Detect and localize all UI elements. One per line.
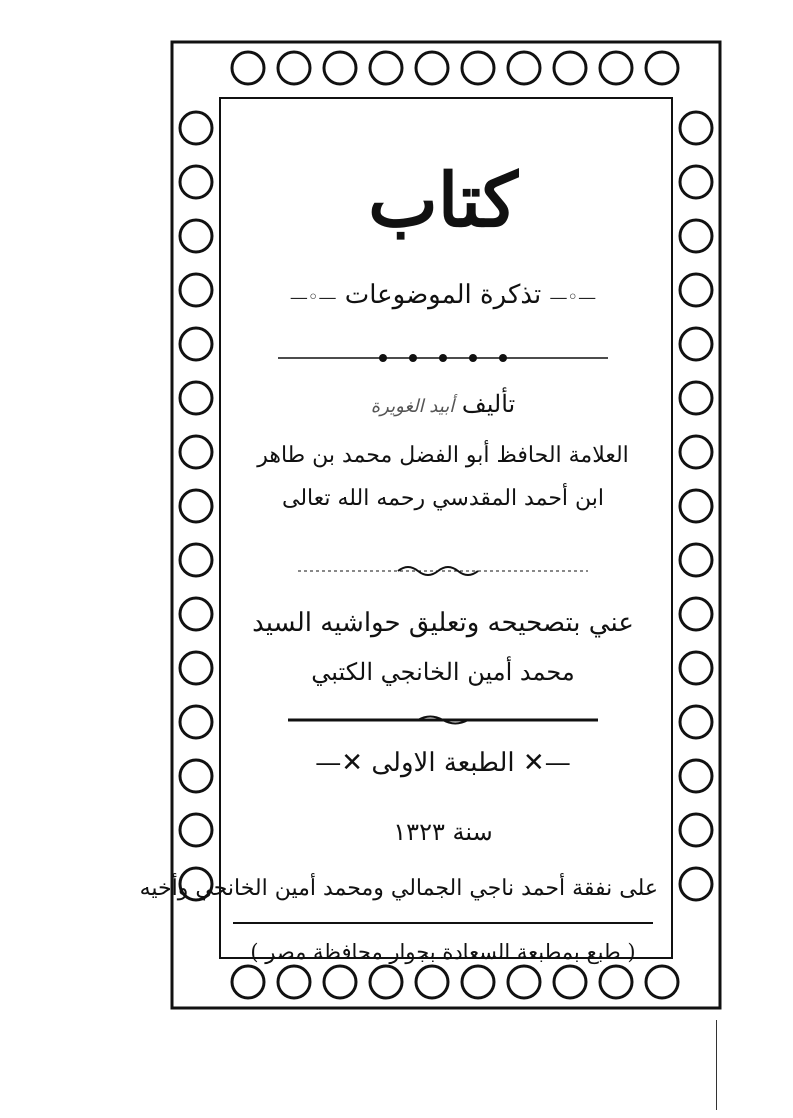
border-loop <box>680 706 712 738</box>
edition-dash-right: —✕ <box>514 748 571 778</box>
border-loop <box>462 52 494 84</box>
bar-divider <box>278 712 608 728</box>
edition-line <box>228 748 658 778</box>
border-loop <box>554 966 586 998</box>
border-loop <box>680 652 712 684</box>
border-loop <box>554 52 586 84</box>
edition-dash-left: ✕— <box>315 748 364 778</box>
editor-line-1: عني بتصحيحه وتعليق حواشيه السيد <box>252 608 634 638</box>
printer-line: ( طبع بمطبعة السعادة بجوار محافظة مصر ) <box>250 940 636 964</box>
border-loop <box>680 166 712 198</box>
author-line-1: العلامة الحافظ أبو الفضل محمد بن طاهر <box>257 443 629 468</box>
author-label-line <box>228 390 658 418</box>
border-loop <box>416 52 448 84</box>
border-loop <box>680 598 712 630</box>
subtitle-ornament-left: —◦— <box>289 287 337 308</box>
border-loop <box>180 112 212 144</box>
horizontal-rule <box>233 922 653 924</box>
publication-year: سنة ١٣٢٣ <box>393 818 493 846</box>
scan-artifact-line <box>716 1020 717 1110</box>
border-loop <box>646 966 678 998</box>
border-loop <box>680 112 712 144</box>
border-loop <box>370 966 402 998</box>
border-loop <box>680 814 712 846</box>
border-loop <box>278 52 310 84</box>
border-loop <box>508 966 540 998</box>
border-loop <box>232 52 264 84</box>
border-loop <box>180 436 212 468</box>
publisher-line: على نفقة أحمد ناجي الجمالي ومحمد أمين الخانجي وأخيه <box>139 876 658 901</box>
border-loop <box>416 966 448 998</box>
border-loop <box>680 490 712 522</box>
border-loop <box>680 220 712 252</box>
book-subtitle: تذكرة الموضوعات <box>344 280 542 310</box>
border-loop <box>180 652 212 684</box>
author-label: تأليف <box>461 390 516 418</box>
border-loop <box>508 52 540 84</box>
border-loop <box>180 706 212 738</box>
border-loop <box>600 966 632 998</box>
border-loop <box>180 328 212 360</box>
border-loop <box>180 598 212 630</box>
author-line-2: ابن أحمد المقدسي رحمه الله تعالى <box>281 486 605 511</box>
border-loop <box>278 966 310 998</box>
subtitle-ornament-right: —◦— <box>549 287 597 308</box>
floral-divider <box>278 563 608 579</box>
border-loop <box>180 220 212 252</box>
book-title: كتاب <box>368 158 518 244</box>
star-divider <box>278 350 608 366</box>
border-loop <box>180 382 212 414</box>
border-loop <box>324 966 356 998</box>
border-loop <box>680 760 712 792</box>
border-loop <box>680 382 712 414</box>
border-loop <box>680 274 712 306</box>
edition-text: الطبعة الاولى <box>371 748 515 778</box>
border-loop <box>680 328 712 360</box>
border-loop <box>324 52 356 84</box>
border-loop <box>680 544 712 576</box>
border-loop <box>680 436 712 468</box>
border-loop <box>180 274 212 306</box>
title-page-content <box>139 108 658 964</box>
ornament-divider-3 <box>278 712 608 728</box>
border-loop <box>232 966 264 998</box>
ornament-divider-1 <box>278 350 608 366</box>
ornament-divider-2 <box>278 563 608 579</box>
border-loop <box>462 966 494 998</box>
border-loop <box>180 544 212 576</box>
border-loop <box>180 490 212 522</box>
border-loop <box>646 52 678 84</box>
ornamental-frame <box>139 38 724 1012</box>
border-loop <box>180 760 212 792</box>
border-loop <box>180 814 212 846</box>
ownership-stamp: أبيد الغويرة <box>370 396 455 417</box>
border-loop <box>180 166 212 198</box>
book-subtitle-line <box>228 280 658 310</box>
border-loop <box>370 52 402 84</box>
border-loop <box>680 868 712 900</box>
border-loop <box>600 52 632 84</box>
editor-line-2: محمد أمين الخانجي الكتبي <box>311 658 575 686</box>
